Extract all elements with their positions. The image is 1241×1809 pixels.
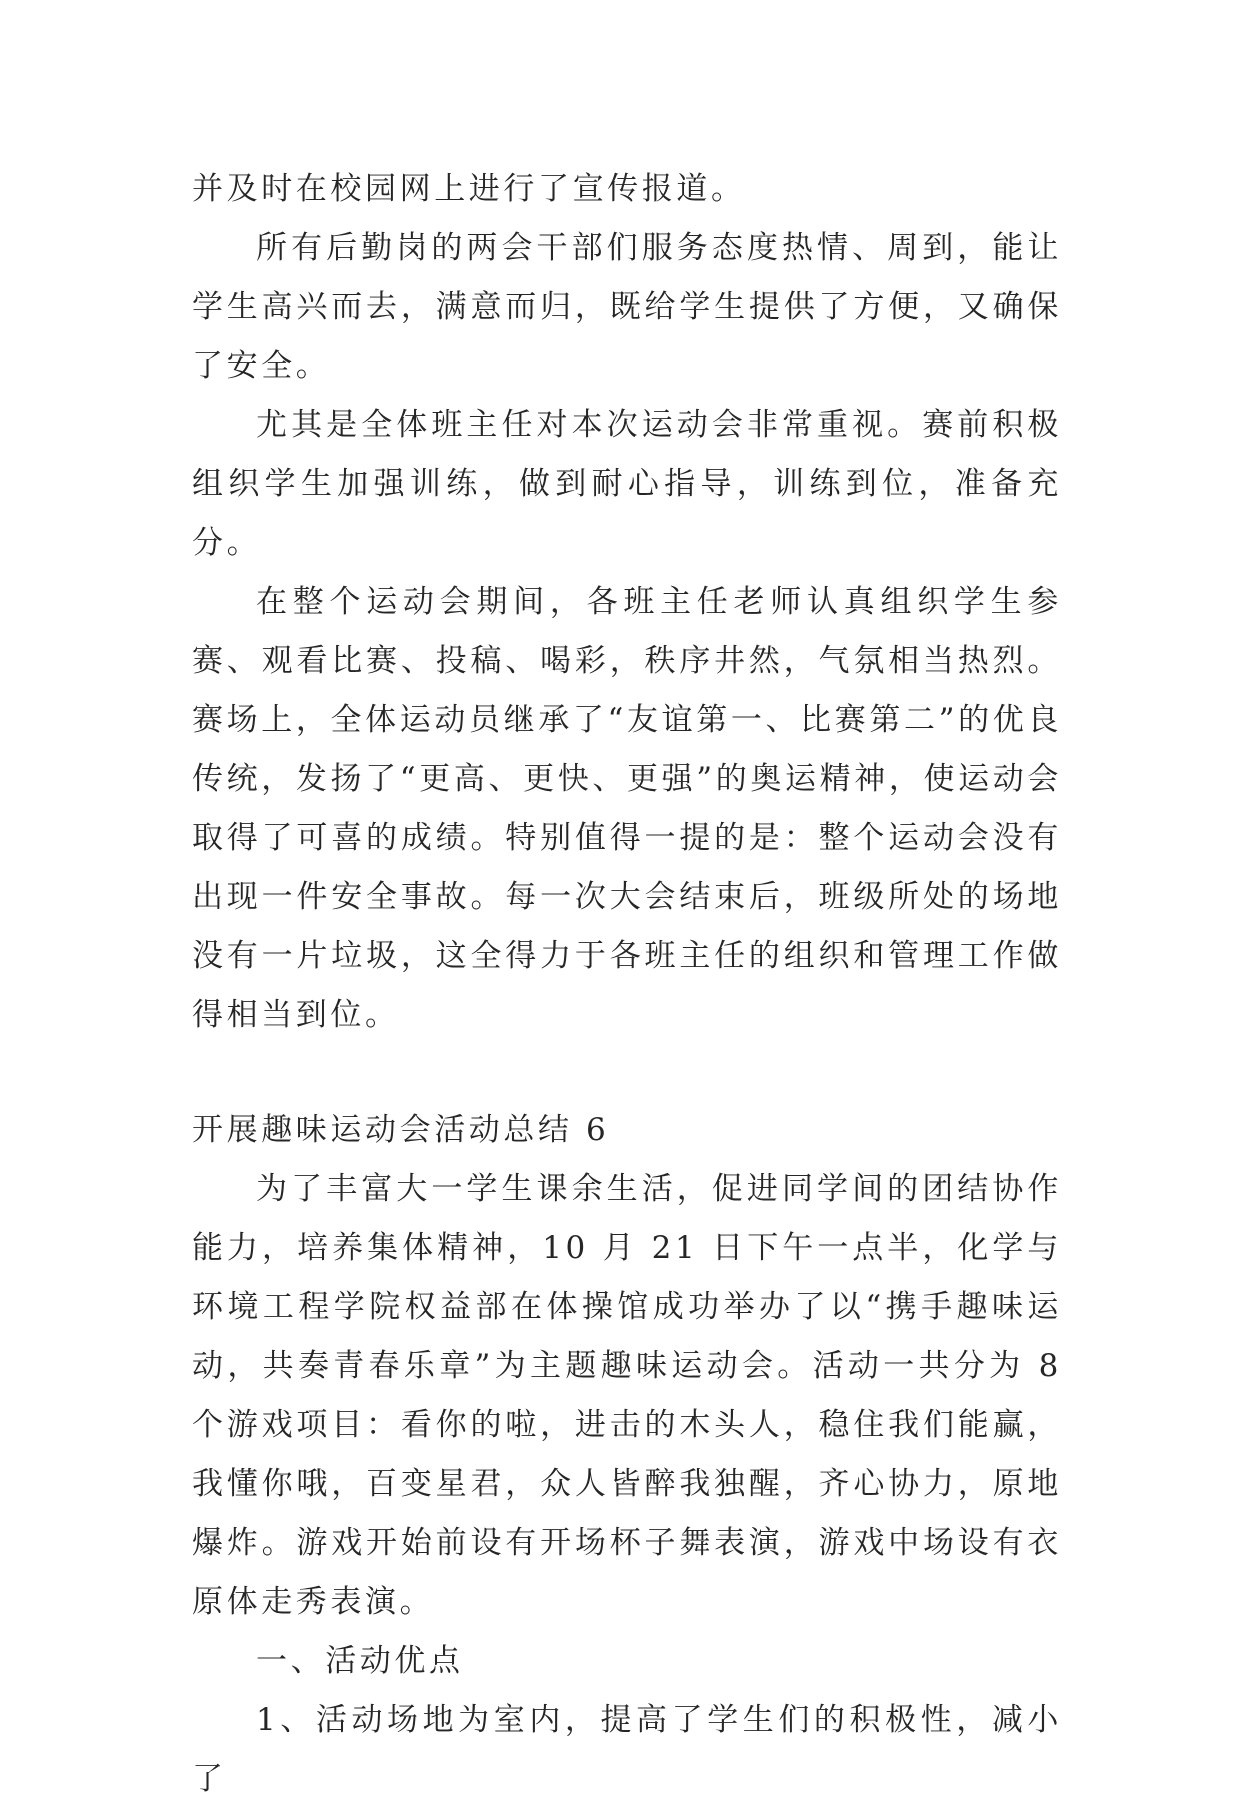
paragraph-continuation: 并及时在校园网上进行了宣传报道。	[192, 171, 746, 207]
paragraph-advantage-1: 1、活动场地为室内，提高了学生们的积极性，减小了	[192, 1702, 1062, 1797]
paragraph-logistics: 所有后勤岗的两会干部们服务态度热情、周到，能让学生高兴而去，满意而归，既给学生提供了方便，又确保了安全。	[192, 230, 1062, 384]
document-body	[192, 160, 1062, 1809]
subheading-advantages: 一、活动优点	[256, 1643, 464, 1679]
section-gap	[192, 1045, 1062, 1101]
paragraph-class-teachers: 尤其是全体班主任对本次运动会非常重视。赛前积极组织学生加强训练，做到耐心指导，训练到位，准备充分。	[192, 407, 1062, 561]
paragraph-intro: 为了丰富大一学生课余生活，促进同学间的团结协作能力，培养集体精神，10 月 21 日下午一点半，化学与环境工程学院权益部在体操馆成功举办了以“携手趣味运动，共奏青春乐章”为主题趣味运动会。活动一共分为 8 个游戏项目：看你的啦，进击的木头人，稳住我们能赢，我懂你哦，百变星君，众人皆醉我独醒，齐心协力，原地爆炸。游戏开始前设有开场杯子舞表演，游戏中场设有衣原体走秀表演。	[192, 1171, 1062, 1620]
paragraph-sports-meet: 在整个运动会期间，各班主任老师认真组织学生参赛、观看比赛、投稿、喝彩，秩序井然，气氛相当热烈。赛场上，全体运动员继承了“友谊第一、比赛第二”的优良传统，发扬了“更高、更快、更强”的奥运精神，使运动会取得了可喜的成绩。特别值得一提的是：整个运动会没有出现一件安全事故。每一次大会结束后，班级所处的场地没有一片垃圾，这全得力于各班主任的组织和管理工作做得相当到位。	[192, 584, 1062, 1033]
section-title: 开展趣味运动会活动总结 6	[192, 1112, 610, 1148]
